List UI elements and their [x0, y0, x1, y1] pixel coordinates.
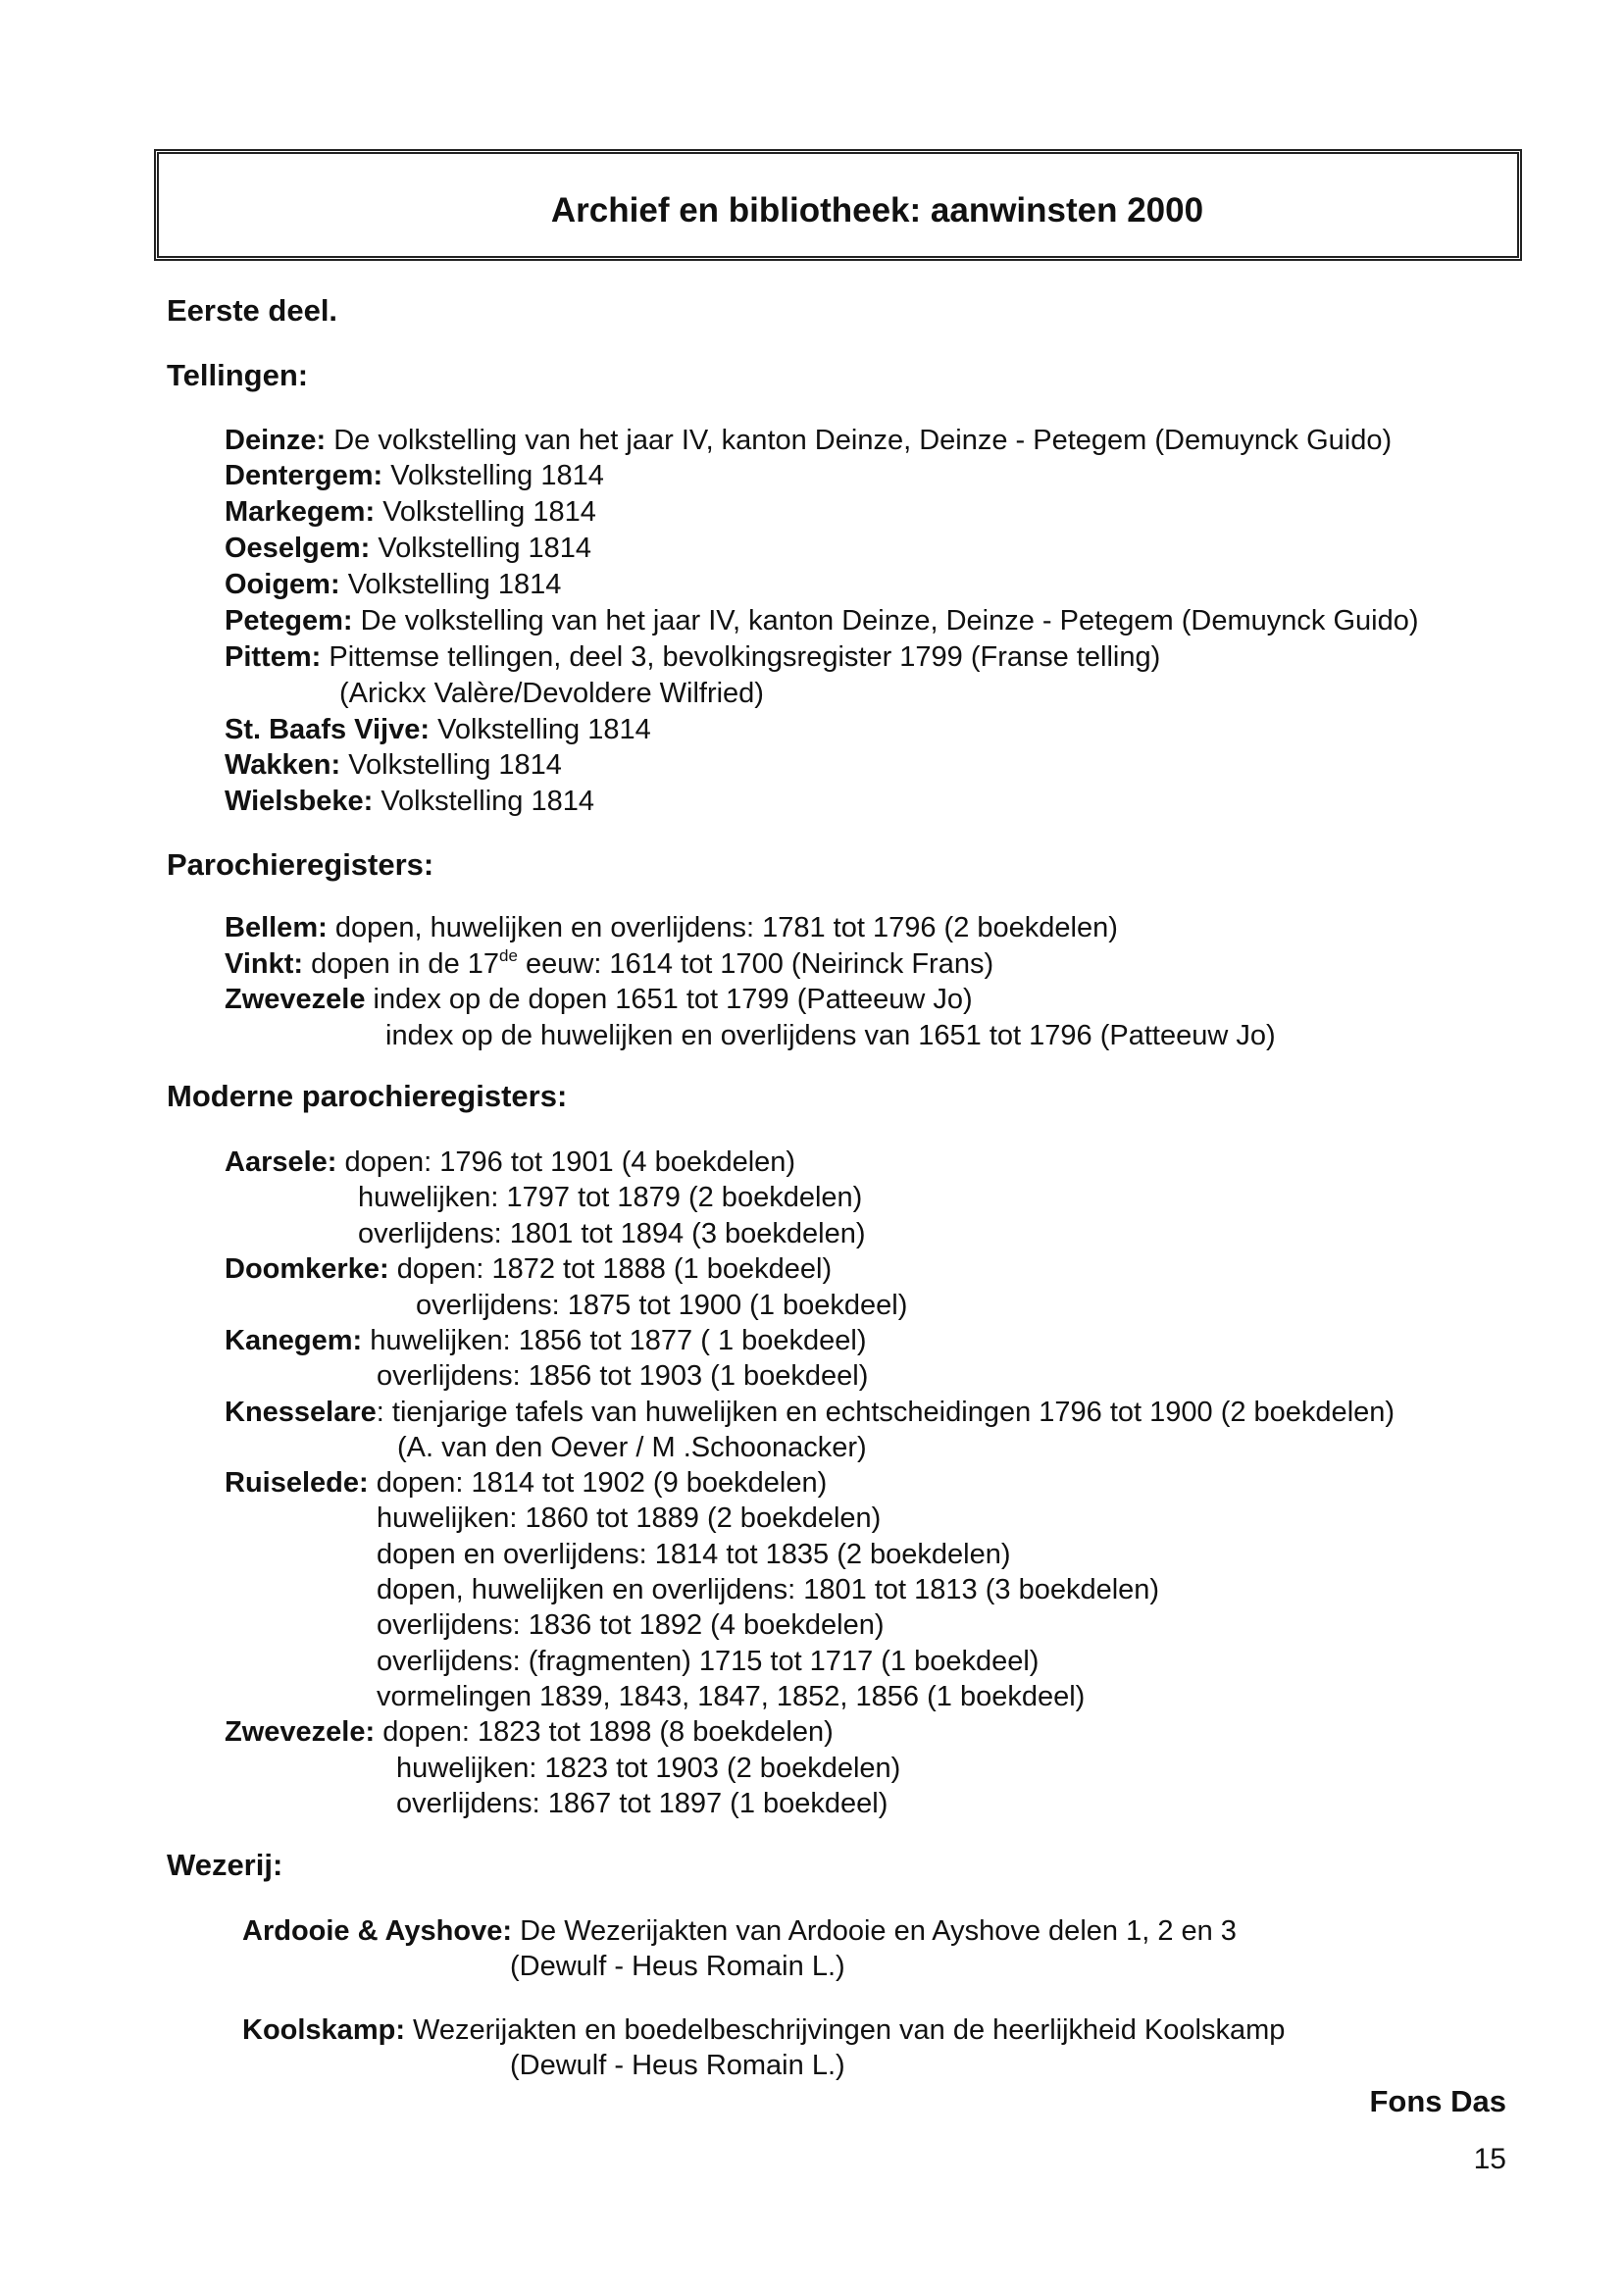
place-name: Oeselgem: — [225, 533, 371, 564]
entry-zwevezele-parochie-continuation: index op de huwelijken en overlijdens van 1651 tot 1796 (Patteeuw Jo) — [385, 1020, 1276, 1051]
entry-vinkt — [225, 947, 993, 981]
entry-wakken — [225, 748, 562, 782]
entry-aarsele — [225, 1146, 795, 1179]
entry-zwevezele-modern-line-2: huwelijken: 1823 tot 1903 (2 boekdelen) — [396, 1753, 901, 1784]
entry-text: Volkstelling 1814 — [381, 786, 594, 817]
entry-bellem — [225, 911, 1118, 944]
place-name: Petegem: — [225, 605, 353, 636]
entry-koolskamp-continuation: (Dewulf - Heus Romain L.) — [510, 2050, 845, 2081]
superscript-de: de — [499, 946, 518, 965]
place-name: Vinkt: — [225, 948, 304, 980]
entry-text: huwelijken: 1856 tot 1877 ( 1 boekdeel) — [370, 1325, 867, 1356]
place-name: Aarsele: — [225, 1146, 337, 1178]
entry-deinze — [225, 424, 1392, 457]
entry-ooigem — [225, 568, 561, 601]
entry-doomkerke — [225, 1252, 832, 1286]
author-signature: Fons Das — [1369, 2084, 1506, 2118]
entry-text: : tienjarige tafels van huwelijken en echtscheidingen 1796 tot 1900 (2 boekdelen) — [376, 1397, 1396, 1428]
place-name: Koolskamp: — [242, 2014, 405, 2046]
entry-pittem-continuation: (Arickx Valère/Devoldere Wilfried) — [339, 678, 764, 709]
entry-text: Volkstelling 1814 — [390, 460, 604, 491]
entry-ruiselede-line-2: huwelijken: 1860 tot 1889 (2 boekdelen) — [377, 1502, 882, 1534]
entry-text: Volkstelling 1814 — [437, 714, 651, 745]
place-name: Wakken: — [225, 749, 341, 781]
entry-oeselgem — [225, 532, 591, 565]
part-heading: Eerste deel. — [167, 293, 338, 328]
entry-text: Wezerijakten en boedelbeschrijvingen van de heerlijkheid Koolskamp — [413, 2014, 1286, 2046]
entry-text: Pittemse tellingen, deel 3, bevolkingsregister 1799 (Franse telling) — [329, 641, 1161, 673]
entry-ruiselede-line-4: dopen, huwelijken en overlijdens: 1801 tot 1813 (3 boekdelen) — [377, 1574, 1160, 1605]
entry-text: dopen: 1872 tot 1888 (1 boekdeel) — [396, 1253, 833, 1285]
entry-text: dopen: 1823 tot 1898 (8 boekdelen) — [382, 1716, 834, 1748]
place-name: Pittem: — [225, 641, 322, 673]
place-name: Zwevezele: — [225, 1716, 376, 1748]
place-name: Kanegem: — [225, 1325, 363, 1356]
section-heading-moderne-parochieregisters: Moderne parochieregisters: — [167, 1079, 568, 1113]
entry-ardooie-ayshove-continuation: (Dewulf - Heus Romain L.) — [510, 1951, 845, 1982]
entry-dentergem — [225, 459, 604, 492]
entry-ardooie-ayshove — [242, 1914, 1237, 1948]
entry-text: Volkstelling 1814 — [378, 533, 592, 564]
place-name: Deinze: — [225, 425, 327, 456]
place-name: Ardooie & Ayshove: — [242, 1915, 513, 1947]
place-name: Bellem: — [225, 912, 328, 943]
entry-ruiselede-line-7: vormelingen 1839, 1843, 1847, 1852, 1856 (1 boekdeel) — [377, 1681, 1086, 1712]
entry-text: Volkstelling 1814 — [347, 569, 562, 600]
entry-kanegem-line-2: overlijdens: 1856 tot 1903 (1 boekdeel) — [377, 1360, 869, 1392]
entry-text: Volkstelling 1814 — [382, 496, 596, 528]
place-name: Knesselare — [225, 1397, 377, 1428]
entry-ruiselede-line-5: overlijdens: 1836 tot 1892 (4 boekdelen) — [377, 1609, 885, 1641]
entry-doomkerke-line-2: overlijdens: 1875 tot 1900 (1 boekdeel) — [416, 1290, 908, 1321]
entry-text: De Wezerijakten van Ardooie en Ayshove delen 1, 2 en 3 — [520, 1915, 1237, 1947]
entry-aarsele-line-2: huwelijken: 1797 tot 1879 (2 boekdelen) — [358, 1182, 863, 1213]
entry-markegem — [225, 495, 596, 529]
entry-zwevezele-modern — [225, 1715, 834, 1749]
entry-wielsbeke — [225, 785, 594, 818]
entry-ruiselede-line-6: overlijdens: (fragmenten) 1715 tot 1717 (1 boekdeel) — [377, 1646, 1040, 1677]
place-name: Wielsbeke: — [225, 786, 374, 817]
place-name: Dentergem: — [225, 460, 383, 491]
entry-petegem — [225, 604, 1419, 637]
section-heading-tellingen: Tellingen: — [167, 358, 309, 392]
entry-text: De volkstelling van het jaar IV, kanton Deinze, Deinze - Petegem (Demuynck Guido) — [360, 605, 1419, 636]
place-name: Zwevezele — [225, 984, 366, 1015]
entry-ruiselede — [225, 1466, 827, 1500]
entry-knesselare — [225, 1396, 1395, 1429]
entry-st-baafs-vijve — [225, 713, 651, 746]
entry-text: index op de dopen 1651 tot 1799 (Patteeuw Jo) — [373, 984, 973, 1015]
entry-text: De volkstelling van het jaar IV, kanton Deinze, Deinze - Petegem (Demuynck Guido) — [333, 425, 1393, 456]
entry-koolskamp — [242, 2013, 1285, 2047]
entry-zwevezele-modern-line-3: overlijdens: 1867 tot 1897 (1 boekdeel) — [396, 1788, 888, 1819]
title-box — [154, 149, 1522, 261]
place-name: St. Baafs Vijve: — [225, 714, 431, 745]
entry-aarsele-line-3: overlijdens: 1801 tot 1894 (3 boekdelen) — [358, 1218, 866, 1249]
entry-pittem — [225, 640, 1160, 674]
section-heading-wezerij: Wezerij: — [167, 1848, 283, 1882]
entry-zwevezele-parochie — [225, 983, 973, 1016]
entry-text: dopen: 1814 tot 1902 (9 boekdelen) — [376, 1467, 828, 1499]
place-name: Markegem: — [225, 496, 376, 528]
entry-text-post: eeuw: 1614 tot 1700 (Neirinck Frans) — [517, 948, 994, 980]
section-heading-parochieregisters: Parochieregisters: — [167, 847, 434, 882]
entry-text-pre: dopen in de 17 — [311, 948, 500, 980]
place-name: Ooigem: — [225, 569, 340, 600]
entry-ruiselede-line-3: dopen en overlijdens: 1814 tot 1835 (2 boekdelen) — [377, 1539, 1011, 1570]
page-title: Archief en bibliotheek: aanwinsten 2000 — [550, 191, 1204, 229]
entry-knesselare-line-2: (A. van den Oever / M .Schoonacker) — [397, 1432, 867, 1463]
place-name: Doomkerke: — [225, 1253, 389, 1285]
entry-text: dopen, huwelijken en overlijdens: 1781 tot 1796 (2 boekdelen) — [334, 912, 1118, 943]
page-number: 15 — [1473, 2143, 1506, 2175]
entry-kanegem — [225, 1324, 867, 1357]
place-name: Ruiselede: — [225, 1467, 369, 1499]
entry-text: Volkstelling 1814 — [348, 749, 562, 781]
entry-text: dopen: 1796 tot 1901 (4 boekdelen) — [344, 1146, 796, 1178]
